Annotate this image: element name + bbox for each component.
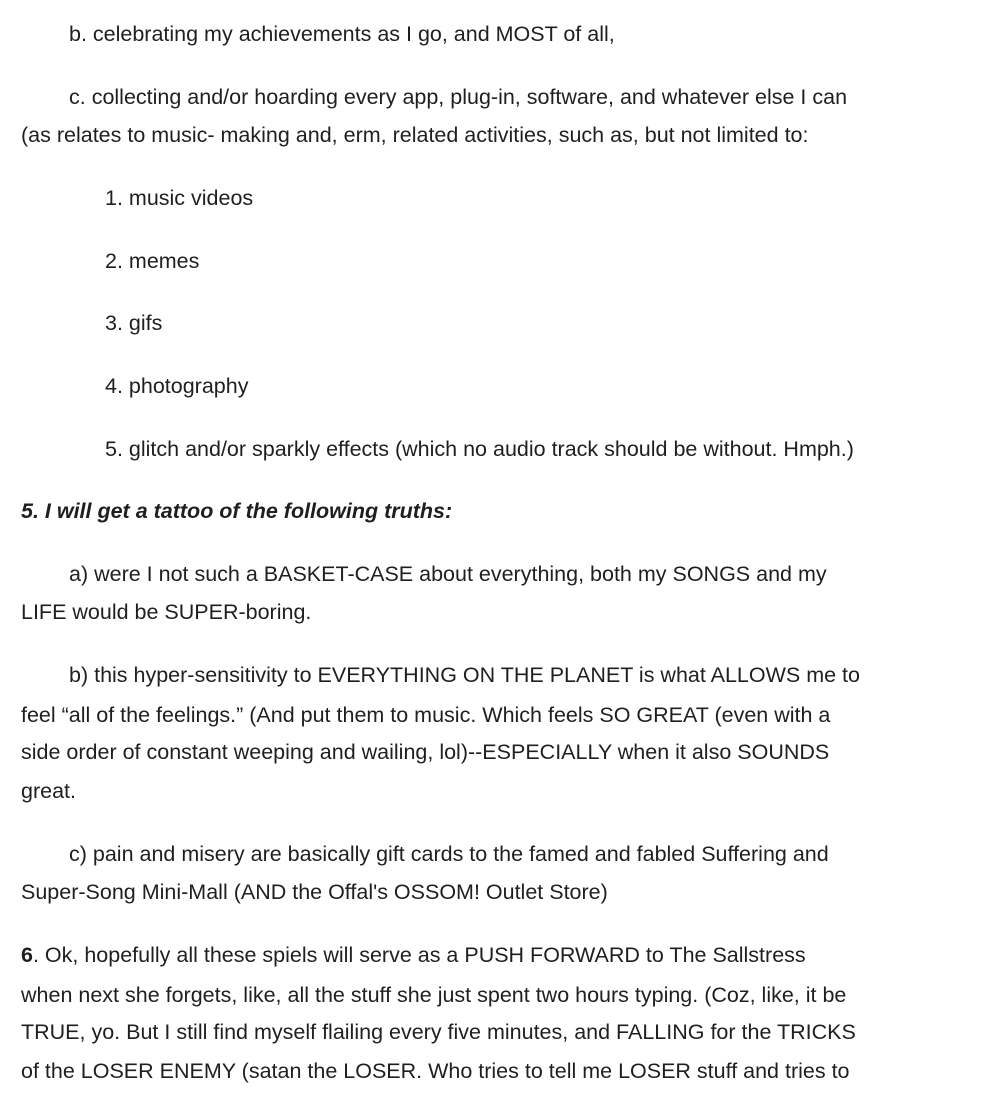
paragraph-c-pain-misery-line-1: c) pain and misery are basically gift cards to the famed and fabled Suffering and	[69, 842, 829, 866]
paragraph-b-hyper-sensitivity-line-4: great.	[21, 779, 76, 803]
paragraph-b-celebrating: b. celebrating my achievements as I go, and MOST of all,	[69, 22, 615, 46]
paragraph-6-line-2: when next she forgets, like, all the stuff she just spent two hours typing. (Coz, like, it be	[21, 983, 847, 1007]
paragraph-6-line-1-text: . Ok, hopefully all these spiels will serve as a PUSH FORWARD to The Sallstress	[32, 943, 806, 967]
list-item-photography: 4. photography	[105, 374, 249, 398]
paragraph-c-collecting-line-2: (as relates to music- making and, erm, related activities, such as, but not limited to:	[21, 123, 809, 147]
paragraph-6-number: 6	[21, 943, 33, 967]
paragraph-c-pain-misery-line-2: Super-Song Mini-Mall (AND the Offal's OSSOM! Outlet Store)	[21, 880, 608, 904]
list-item-music-videos: 1. music videos	[105, 186, 254, 210]
section-heading-tattoo: 5. I will get a tattoo of the following truths:	[21, 499, 453, 523]
paragraph-b-hyper-sensitivity-line-2: feel “all of the feelings.” (And put them to music. Which feels SO GREAT (even with a	[21, 703, 831, 727]
list-item-glitch-effects: 5. glitch and/or sparkly effects (which no audio track should be without. Hmph.)	[105, 437, 854, 461]
paragraph-a-basket-case-line-1: a) were I not such a BASKET-CASE about everything, both my SONGS and my	[69, 562, 827, 586]
paragraph-a-basket-case-line-2: LIFE would be SUPER-boring.	[21, 600, 312, 624]
paragraph-b-hyper-sensitivity-line-1: b) this hyper-sensitivity to EVERYTHING ON THE PLANET is what ALLOWS me to	[69, 663, 860, 687]
paragraph-6-line-3: TRUE, yo. But I still find myself flailing every five minutes, and FALLING for the TRICKS	[21, 1020, 856, 1044]
paragraph-b-hyper-sensitivity-line-3: side order of constant weeping and wailing, lol)--ESPECIALLY when it also SOUNDS	[21, 740, 830, 764]
paragraph-c-collecting-line-1: c. collecting and/or hoarding every app, plug-in, software, and whatever else I can	[69, 85, 848, 109]
paragraph-6-line-1	[21, 942, 806, 968]
paragraph-6-line-4: of the LOSER ENEMY (satan the LOSER. Who tries to tell me LOSER stuff and tries to	[21, 1059, 850, 1083]
list-item-gifs: 3. gifs	[105, 311, 163, 335]
list-item-memes: 2. memes	[105, 249, 200, 273]
